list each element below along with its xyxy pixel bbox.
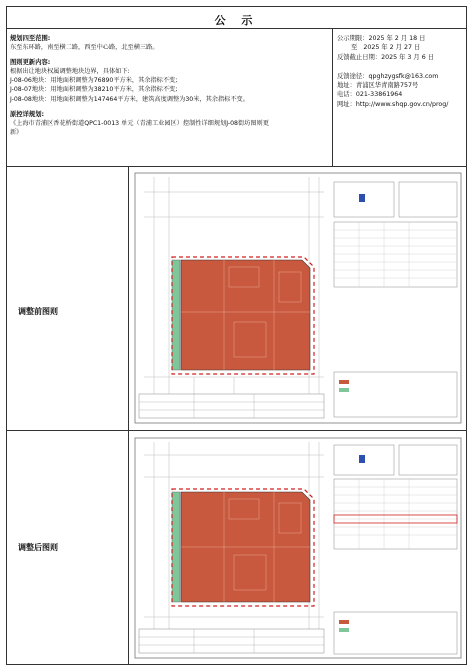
title-divider <box>6 28 467 29</box>
notice-details <box>10 34 328 137</box>
column-divider <box>332 28 333 166</box>
update-item: J-08-07地块：用地面积调整为38210平方米，其余指标不变; <box>10 86 178 94</box>
green-strip <box>172 260 180 370</box>
feedback-email[interactable]: qpghzygsfk@163.com <box>368 72 439 80</box>
label-column-divider <box>128 166 129 665</box>
phone-label: 电话： <box>337 91 356 99</box>
update-intro: 根据出让地块权属调整地块边界，具体如下: <box>10 68 130 76</box>
update-item: J-08-08地块：用地面积调整为147464平方米，建筑高度调整为30米，其余指标不变。 <box>10 95 249 103</box>
notice-contact <box>337 34 467 109</box>
deadline-label: 反馈截止日期： <box>337 53 382 61</box>
original-plan-text: 《上海市青浦区香花桥街道QPC1-0013 单元（青浦工业园区）控制性详细规划J-08街坊图则更新》 <box>10 119 269 136</box>
period-start: 2025 年 2 月 18 日 <box>368 35 426 42</box>
info-divider <box>6 166 467 167</box>
after-map-label: 调整后图则 <box>18 543 58 552</box>
phone-value: 021-33861964 <box>355 91 403 99</box>
period-to: 至 <box>351 44 358 52</box>
scope-text: 东至东环路，南至横二路，西至中心路，北至横三路。 <box>10 44 159 52</box>
period-end: 2025 年 2 月 27 日 <box>363 44 421 52</box>
green-strip <box>172 492 180 602</box>
period-label: 公示期限： <box>337 35 369 42</box>
page-title: 公 示 <box>214 14 259 27</box>
before-map-label: 调整前图则 <box>18 307 58 316</box>
address-label: 地址： <box>337 82 356 90</box>
map-divider <box>6 430 467 431</box>
scope-heading: 规划四至范围: <box>10 35 51 42</box>
feedback-label: 反馈途径： <box>337 72 369 80</box>
website-link[interactable]: http://www.shqp.gov.cn/prog/ <box>355 100 449 108</box>
deadline-date: 2025 年 3 月 6 日 <box>381 53 435 61</box>
update-item: J-08-06地块：用地面积调整为76890平方米，其余指标不变; <box>10 77 178 85</box>
before-map <box>134 172 462 424</box>
website-label: 网址： <box>337 100 356 108</box>
parcel-area <box>181 260 310 370</box>
update-heading: 图则更新内容: <box>10 59 51 67</box>
original-plan-heading: 原控详规划: <box>10 110 45 118</box>
after-map <box>134 437 462 659</box>
address-value: 青浦区华青南路757号 <box>355 82 419 90</box>
